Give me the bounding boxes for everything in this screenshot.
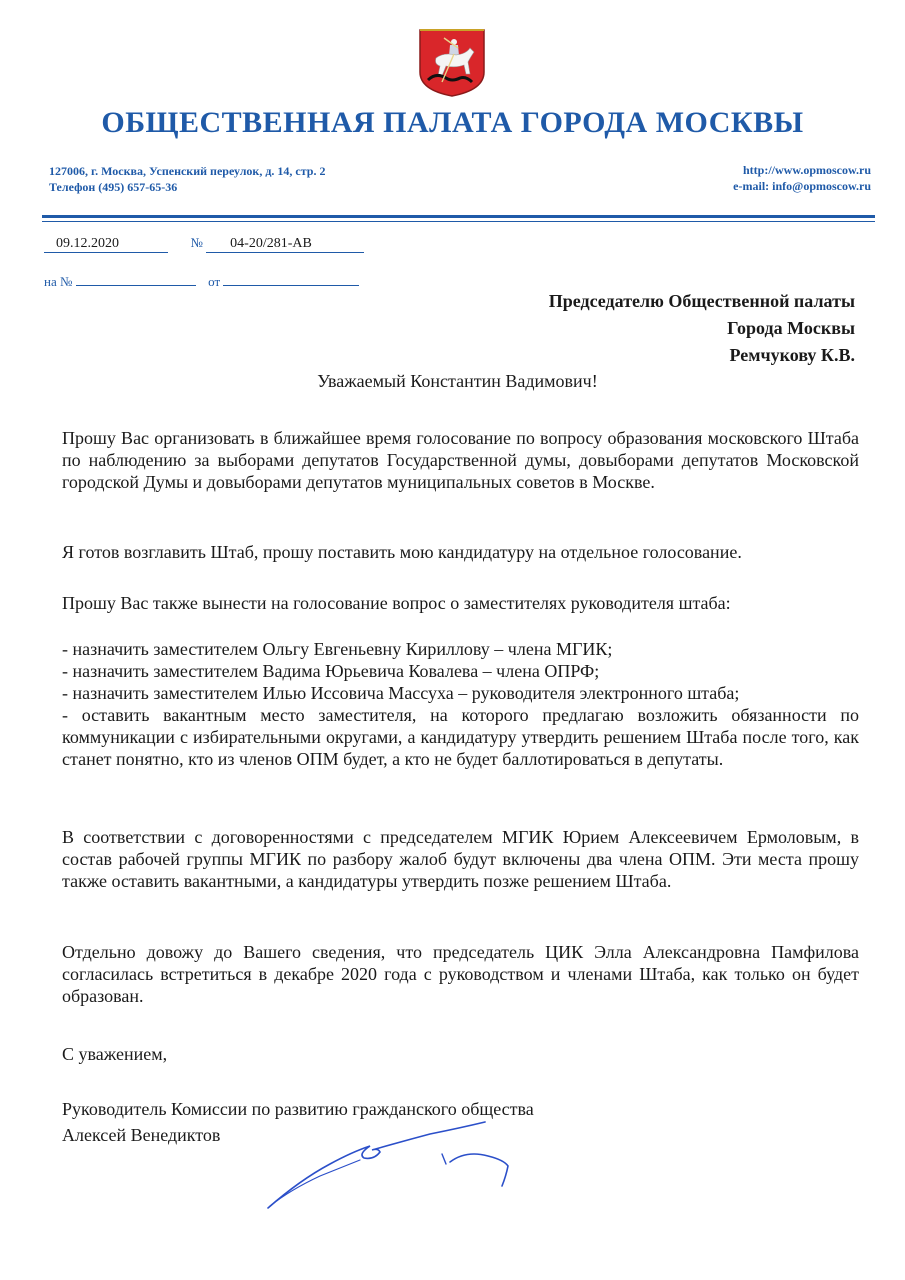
recipient-line-3: Ремчукову К.В. [729,345,855,365]
phone-line: Телефон (495) 657-65-36 [49,180,178,194]
recipient-block [549,288,855,369]
header-divider [42,215,875,218]
list-item: - назначить заместителем Илью Иссовича Массуха – руководителя электронного штаба; [62,683,740,703]
reference-number-field [76,272,196,286]
handwritten-signature [260,1120,530,1215]
recipient-line-1: Председателю Общественной палаты [548,291,855,311]
paragraph-cik: Отдельно довожу до Вашего сведения, что председатель ЦИК Элла Александровна Памфилова согласилась встретиться в декабре 2020 года с руководством и членами Штаба, как только он будет образован. [62,942,859,1006]
reference-date-field [223,272,359,286]
from-label: от [208,274,221,289]
email-link[interactable]: e-mail: info@opmoscow.ru [733,179,871,193]
website-link[interactable]: http://www.opmoscow.ru [742,163,871,177]
list-item: - оставить вакантным место заместителя, на которого предлагаю возложить обязанности по коммуникации с избирательными округами, а кандидатуру утвердить решением Штаба после того, как станет понятно, кто из членов ОПМ будет, а кто не будет баллотироваться в депутаты. [62,705,859,769]
registration-row [44,235,364,253]
moscow-coat-of-arms-icon [414,28,490,98]
number-label: № [190,235,203,250]
organization-address [49,163,325,195]
paragraph-deputies: Прошу Вас также вынести на голосование вопрос о заместителях руководителя штаба: [62,593,731,613]
list-item: - назначить заместителем Вадима Юрьевича Ковалева – члена ОПРФ; [62,661,600,681]
paragraph-request: Прошу Вас организовать в ближайшее время голосование по вопросу образования московского Штаба по наблюдению за выборами депутатов Государственной думы, довыборами депутатов Московской городской Думы и довыборами депутатов муниципальных советов в Москве. [62,428,859,492]
paragraph-candidacy: Я готов возглавить Штаб, прошу поставить мою кандидатуру на отдельное голосование. [62,542,742,562]
paragraph-mgik: В соответствии с договоренностями с председателем МГИК Юрием Алексеевичем Ермоловым, в состав рабочей группы МГИК по разбору жалоб будут включены два члена ОПМ. Эти места прошу также оставить вакантными, а кандидатуры утвердить позже решением Штаба. [62,827,859,891]
registration-number: 04-20/281-АВ [206,236,364,253]
list-item: - назначить заместителем Ольгу Евгеньевну Кириллову – члена МГИК; [62,639,613,659]
organization-contacts [733,162,871,194]
salutation: Уважаемый Константин Вадимович! [317,371,598,391]
recipient-line-2: Города Москвы [727,318,855,338]
reference-row [44,272,359,290]
organization-title: ОБЩЕСТВЕННАЯ ПАЛАТА ГОРОДА МОСКВЫ [101,106,804,139]
closing-phrase: С уважением, [62,1044,168,1064]
registration-date: 09.12.2020 [44,236,168,253]
reference-label: на № [44,274,73,289]
deputies-list [62,638,859,770]
signatory-name: Алексей Венедиктов [62,1125,221,1145]
signatory-title: Руководитель Комиссии по развитию гражданского общества [62,1099,534,1119]
header-divider-thin [42,221,875,222]
address-line: 127006, г. Москва, Успенский переулок, д. 14, стр. 2 [49,164,326,178]
